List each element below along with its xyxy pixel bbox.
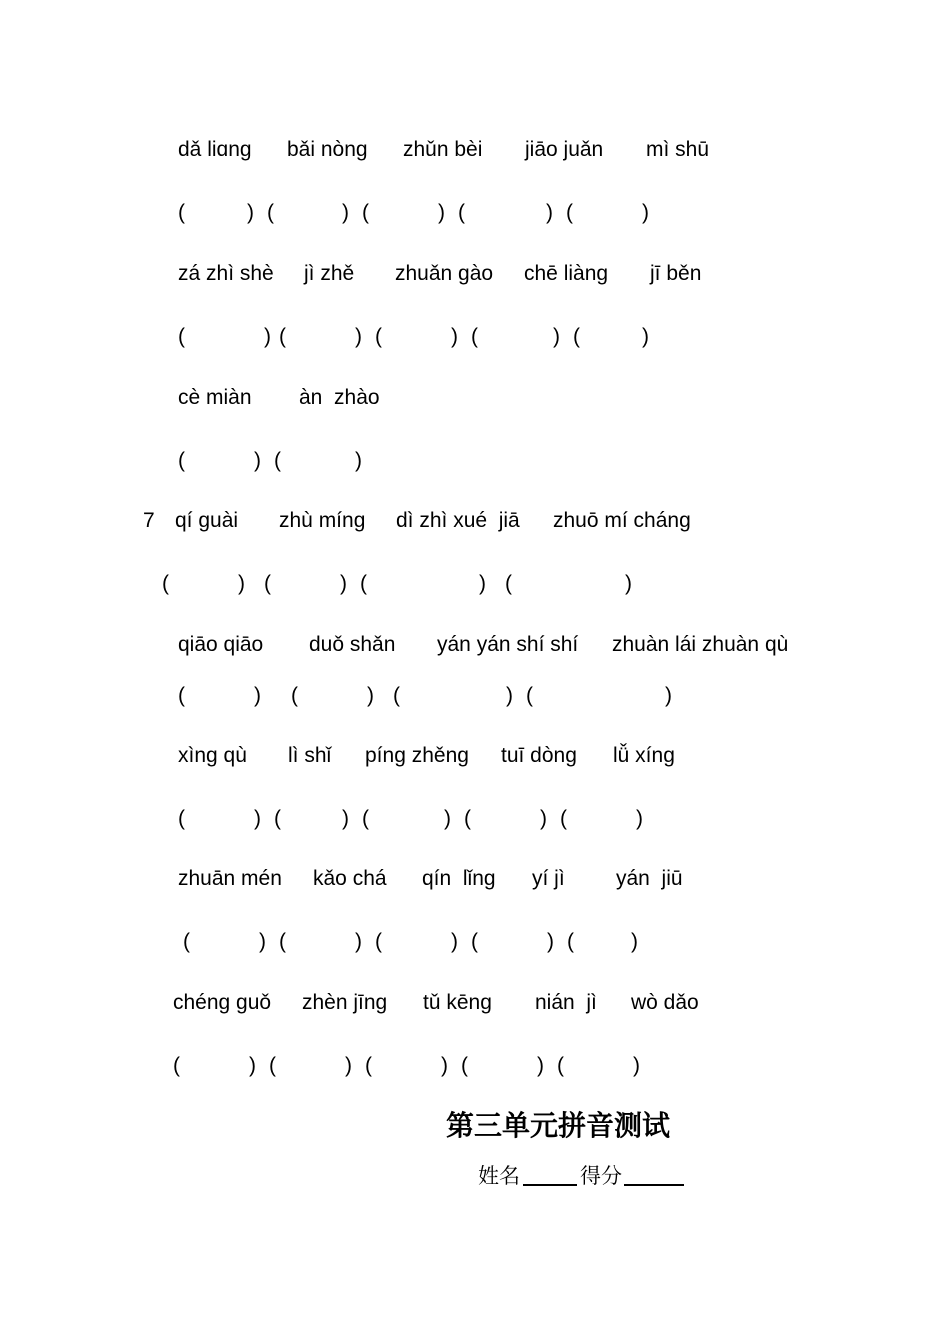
pinyin-item: cè miàn: [178, 386, 252, 409]
pinyin-item: zá zhì shè: [178, 262, 274, 285]
pinyin-item: duǒ shǎn: [309, 633, 396, 656]
open-paren: (: [375, 325, 382, 348]
open-paren: (: [264, 572, 271, 595]
close-paren: ): [355, 449, 362, 472]
pinyin-item: zhèn jīng: [302, 991, 388, 1014]
open-paren: (: [362, 807, 369, 830]
open-paren: (: [274, 449, 281, 472]
close-paren: ): [249, 1054, 256, 1077]
open-paren: (: [279, 325, 286, 348]
close-paren: ): [254, 807, 261, 830]
score-blank: [624, 1184, 684, 1186]
pinyin-row-3: [0, 385, 950, 425]
pinyin-item: wò dǎo: [631, 991, 699, 1014]
pinyin-row-4: [0, 508, 950, 548]
open-paren: (: [279, 930, 286, 953]
answer-row-3: [0, 448, 950, 488]
pinyin-item: qín lǐng: [422, 867, 496, 890]
pinyin-item: chē liàng: [524, 262, 609, 285]
close-paren: ): [642, 201, 649, 224]
pinyin-item: tǔ kēng: [423, 991, 492, 1014]
name-label: 姓名: [478, 1164, 520, 1188]
open-paren: (: [471, 325, 478, 348]
open-paren: (: [173, 1054, 180, 1077]
open-paren: (: [178, 325, 185, 348]
pinyin-item: qí guài: [175, 509, 239, 532]
close-paren: ): [537, 1054, 544, 1077]
close-paren: ): [546, 201, 553, 224]
answer-row-1: [0, 200, 950, 240]
open-paren: (: [566, 201, 573, 224]
open-paren: (: [360, 572, 367, 595]
pinyin-item: zhǔn bèi: [403, 138, 483, 161]
pinyin-item: lǚ xíng: [613, 744, 675, 767]
pinyin-item: kǎo chá: [313, 867, 387, 890]
close-paren: ): [238, 572, 245, 595]
close-paren: ): [506, 684, 513, 707]
close-paren: ): [367, 684, 374, 707]
close-paren: ): [665, 684, 672, 707]
pinyin-item: zhuǎn gào: [395, 262, 494, 285]
close-paren: ): [340, 572, 347, 595]
close-paren: ): [633, 1054, 640, 1077]
pinyin-row-6: [0, 743, 950, 783]
score-label: 得分: [580, 1164, 622, 1188]
pinyin-item: xìng qù: [178, 744, 247, 767]
open-paren: (: [365, 1054, 372, 1077]
pinyin-item: jì zhě: [304, 262, 355, 285]
pinyin-item: yán yán shí shí: [437, 633, 579, 656]
pinyin-item: jī běn: [650, 262, 702, 285]
close-paren: ): [264, 325, 271, 348]
answer-row-6: [0, 806, 950, 846]
page-title: 第三单元拼音测试: [446, 1109, 671, 1142]
close-paren: ): [254, 684, 261, 707]
pinyin-item: yán jiū: [616, 867, 683, 890]
close-paren: ): [444, 807, 451, 830]
close-paren: ): [642, 325, 649, 348]
answer-row-5: [0, 683, 950, 723]
name-blank: [523, 1184, 577, 1186]
pinyin-item: yí jì: [532, 867, 565, 890]
close-paren: ): [342, 807, 349, 830]
open-paren: (: [274, 807, 281, 830]
open-paren: (: [567, 930, 574, 953]
close-paren: ): [451, 930, 458, 953]
close-paren: ): [254, 449, 261, 472]
close-paren: ): [438, 201, 445, 224]
close-paren: ): [479, 572, 486, 595]
pinyin-item: nián jì: [535, 991, 597, 1014]
open-paren: (: [178, 684, 185, 707]
pinyin-item: jiāo juǎn: [525, 138, 604, 161]
pinyin-item: àn zhào: [299, 386, 380, 409]
close-paren: ): [631, 930, 638, 953]
pinyin-row-5: [0, 632, 950, 672]
close-paren: ): [625, 572, 632, 595]
pinyin-item: zhuō mí cháng: [553, 509, 691, 532]
pinyin-item: píng zhěng: [365, 744, 469, 767]
open-paren: (: [458, 201, 465, 224]
open-paren: (: [560, 807, 567, 830]
open-paren: (: [183, 930, 190, 953]
answer-row-2: [0, 324, 950, 364]
answer-row-4: [0, 571, 950, 611]
open-paren: (: [526, 684, 533, 707]
close-paren: ): [451, 325, 458, 348]
close-paren: ): [355, 930, 362, 953]
pinyin-item: qiāo qiāo: [178, 633, 264, 656]
open-paren: (: [375, 930, 382, 953]
question-number: 7: [143, 509, 155, 532]
pinyin-item: lì shǐ: [288, 744, 332, 767]
open-paren: (: [573, 325, 580, 348]
pinyin-item: zhù míng: [279, 509, 366, 532]
pinyin-item: tuī dòng: [501, 744, 577, 767]
open-paren: (: [461, 1054, 468, 1077]
open-paren: (: [471, 930, 478, 953]
pinyin-item: zhuàn lái zhuàn qù: [612, 633, 789, 656]
close-paren: ): [247, 201, 254, 224]
open-paren: (: [178, 449, 185, 472]
pinyin-item: dì zhì xué jiā: [396, 509, 520, 532]
open-paren: (: [505, 572, 512, 595]
pinyin-item: mì shū: [646, 138, 710, 161]
open-paren: (: [557, 1054, 564, 1077]
pinyin-item: zhuān mén: [178, 867, 282, 890]
answer-row-7: [0, 929, 950, 969]
pinyin-row-1: [0, 137, 950, 177]
pinyin-item: dǎ liɑng: [178, 138, 252, 161]
close-paren: ): [636, 807, 643, 830]
open-paren: (: [464, 807, 471, 830]
open-paren: (: [269, 1054, 276, 1077]
pinyin-item: bǎi nòng: [287, 138, 368, 161]
pinyin-row-7: [0, 866, 950, 906]
pinyin-item: chéng guǒ: [173, 991, 272, 1014]
close-paren: ): [553, 325, 560, 348]
close-paren: ): [540, 807, 547, 830]
open-paren: (: [267, 201, 274, 224]
close-paren: ): [441, 1054, 448, 1077]
pinyin-row-8: [0, 990, 950, 1030]
open-paren: (: [178, 201, 185, 224]
open-paren: (: [178, 807, 185, 830]
close-paren: ): [345, 1054, 352, 1077]
close-paren: ): [355, 325, 362, 348]
close-paren: ): [547, 930, 554, 953]
close-paren: ): [259, 930, 266, 953]
open-paren: (: [162, 572, 169, 595]
open-paren: (: [291, 684, 298, 707]
answer-row-8: [0, 1053, 950, 1093]
open-paren: (: [393, 684, 400, 707]
pinyin-row-2: [0, 261, 950, 301]
open-paren: (: [362, 201, 369, 224]
close-paren: ): [342, 201, 349, 224]
